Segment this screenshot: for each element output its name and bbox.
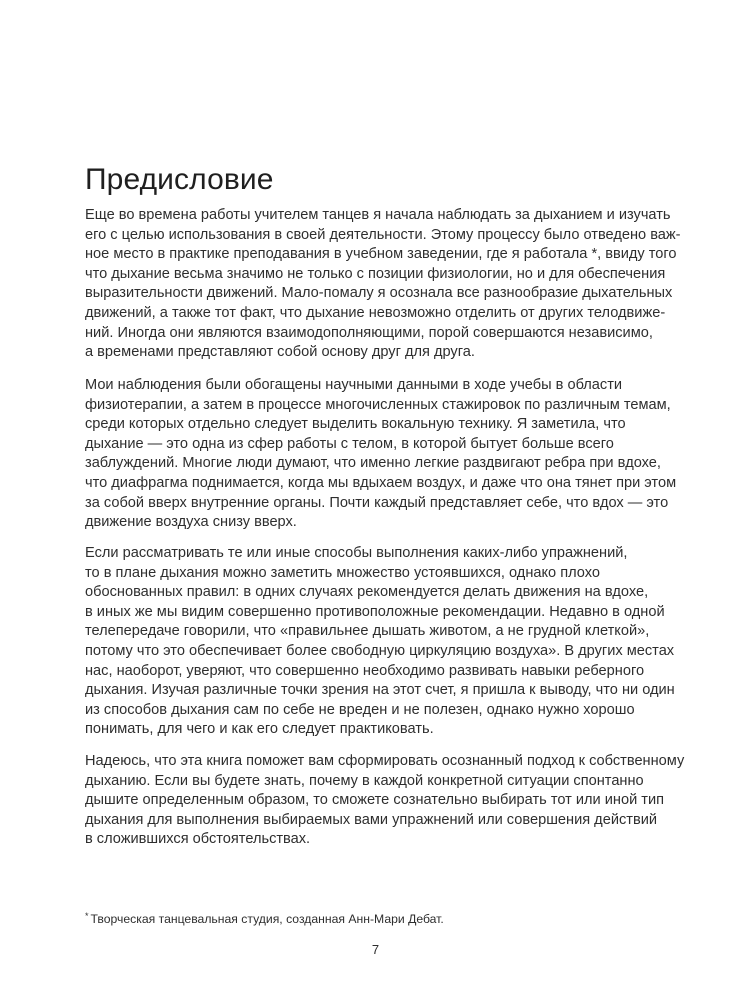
text-line: что дыхание весьма значимо не только с позиции физиологии, но и для обеспечения	[85, 265, 666, 282]
paragraph-4	[85, 752, 684, 850]
page-title: Предисловие	[85, 163, 274, 196]
text-line: заблуждений. Многие люди думают, что именно легкие раздвигают ребра при вдохе,	[85, 455, 661, 472]
text-line: в сложившихся обстоятельствах.	[85, 831, 311, 848]
text-line: среди которых отдельно следует выделить вокальную технику. Я заметила, что	[85, 416, 626, 433]
footnote-text: Творческая танцевальная студия, созданная Анн-Мари Дебат.	[90, 912, 444, 926]
text-line: дыхания для выполнения выбираемых вами упражнений или совершения действий	[85, 811, 658, 828]
text-line: что диафрагма поднимается, когда мы вдыхаем воздух, и даже что она тянет при этом	[85, 474, 677, 491]
text-line: движений, а также тот факт, что дыхание невозможно отделить от других телодвиже-	[85, 304, 666, 321]
text-line: Мои наблюдения были обогащены научными данными в ходе учебы в области	[85, 377, 623, 393]
text-line: нас, наоборот, уверяют, что совершенно необходимо развивать навыки реберного	[85, 662, 645, 679]
text-line: а временами представляют собой основу друг для друга.	[85, 344, 475, 361]
text-line: за собой вверх внутренние органы. Почти каждый представляет себе, что вдох — это	[85, 494, 669, 511]
text-line: из способов дыхания сам по себе не вреден и не полезен, однако нужно хорошо	[85, 701, 635, 718]
text-line: дыхание — это одна из сфер работы с телом, в которой бытует больше всего	[85, 435, 614, 452]
text-line: дышите определенным образом, то сможете сознательно выбирать тот или иной тип	[85, 792, 665, 809]
text-line: ний. Иногда они являются взаимодополняющими, порой совершаются независимо,	[85, 324, 653, 341]
text-line: дыхания. Изучая различные точки зрения на этот счет, я пришла к выводу, что ни один	[85, 682, 675, 699]
page-number: 7	[371, 942, 380, 957]
text-line: то в плане дыхания можно заметить множество устоявшихся, однако плохо	[85, 564, 600, 581]
text-line: потому что это обеспечивает более свободную циркуляцию воздуха». В других местах	[85, 642, 675, 659]
paragraph-3	[85, 544, 675, 740]
text-line: понимать, для чего и как его следует практиковать.	[85, 721, 434, 738]
paragraph-1	[85, 206, 681, 363]
text-line: дыханию. Если вы будете знать, почему в каждой конкретной ситуации спонтанно	[85, 772, 644, 789]
text-line: выразительности движений. Мало-помалу я осознала все разнообразие дыхательных	[85, 285, 673, 302]
text-line: физиотерапии, а затем в процессе многочисленных стажировок по различным темам,	[85, 396, 671, 413]
paragraph-2	[85, 376, 676, 533]
footnote	[85, 908, 444, 927]
text-line: его с целью использования в своей деятельности. Этому процессу было отведено важ-	[85, 226, 681, 243]
text-line: Если рассматривать те или иные способы выполнения каких-либо упражнений,	[85, 545, 628, 561]
text-line: телепередаче говорили, что «правильнее дышать животом, а не грудной клеткой»,	[85, 623, 650, 640]
text-line: ное место в практике преподавания в учебном заведении, где я работала *, ввиду того	[85, 246, 677, 263]
footnote-mark: *	[85, 911, 89, 921]
text-line: в иных же мы видим совершенно противоположные рекомендации. Недавно в одной	[85, 603, 665, 620]
text-line: обоснованных правил: в одних случаях рекомендуется делать движения на вдохе,	[85, 584, 649, 601]
text-line: движение воздуха снизу вверх.	[85, 514, 297, 531]
text-line: Еще во времена работы учителем танцев я начала наблюдать за дыханием и изучать	[85, 207, 671, 223]
text-line: Надеюсь, что эта книга поможет вам сформировать осознанный подход к собственному	[85, 753, 685, 769]
